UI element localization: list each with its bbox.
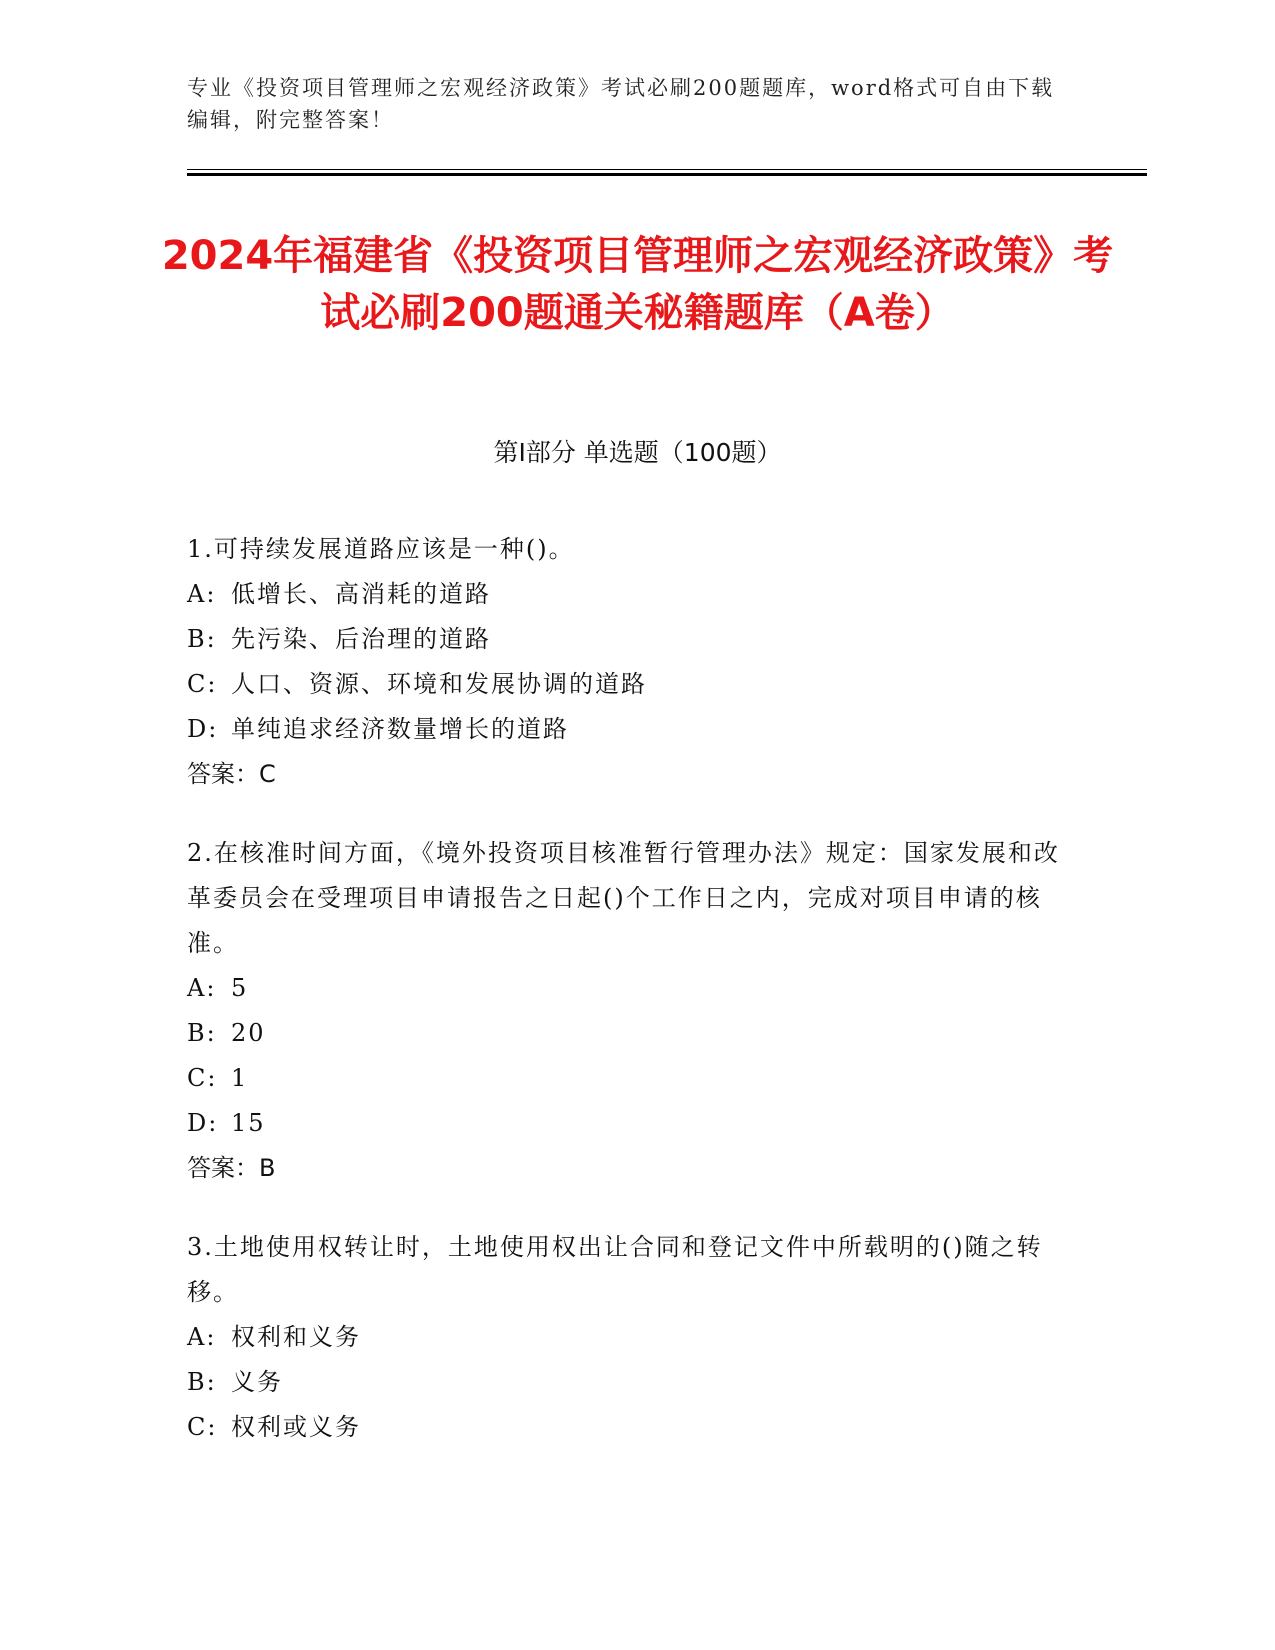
- option-text: 先污染、后治理的道路: [231, 625, 491, 653]
- question-stem: 3.土地使用权转让时，土地使用权出让合同和登记文件中所载明的()随之转移。: [187, 1233, 1043, 1306]
- option-letter: A:: [187, 580, 217, 608]
- option-letter: A:: [187, 1323, 217, 1351]
- question-1: [187, 527, 1067, 797]
- option-text: 20: [231, 1019, 266, 1047]
- option-b: [187, 617, 1067, 662]
- option-c: [187, 1405, 1067, 1450]
- option-letter: A:: [187, 974, 217, 1002]
- answer-line: 答案：C: [187, 760, 276, 788]
- option-text: 人口、资源、环境和发展协调的道路: [231, 670, 647, 698]
- question-2: [187, 831, 1067, 1191]
- option-text: 低增长、高消耗的道路: [231, 580, 491, 608]
- option-letter: C:: [187, 1413, 218, 1441]
- option-text: 单纯追求经济数量增长的道路: [231, 715, 569, 743]
- option-b: [187, 1011, 1067, 1056]
- answer-line: 答案：B: [187, 1154, 276, 1182]
- option-letter: C:: [187, 670, 218, 698]
- option-text: 义务: [231, 1368, 283, 1396]
- option-letter: B:: [187, 1368, 217, 1396]
- option-a: [187, 966, 1067, 1011]
- option-d: [187, 707, 1067, 752]
- option-text: 15: [231, 1109, 266, 1137]
- section-heading: 第I部分 单选题（100题）: [493, 438, 782, 467]
- header-divider-thin: [187, 169, 1147, 170]
- option-letter: D:: [187, 715, 219, 743]
- option-text: 权利或义务: [231, 1413, 361, 1441]
- header-note: 专业《投资项目管理师之宏观经济政策》考试必刷200题题库，word格式可自由下载编辑，附完整答案！: [187, 76, 1055, 132]
- option-d: [187, 1101, 1067, 1146]
- question-3: [187, 1225, 1067, 1450]
- option-a: [187, 572, 1067, 617]
- option-text: 权利和义务: [231, 1323, 361, 1351]
- option-c: [187, 662, 1067, 707]
- option-text: 1: [231, 1064, 249, 1092]
- option-b: [187, 1360, 1067, 1405]
- option-letter: C:: [187, 1064, 218, 1092]
- option-letter: B:: [187, 625, 217, 653]
- question-stem: 1.可持续发展道路应该是一种()。: [187, 535, 575, 563]
- option-text: 5: [231, 974, 249, 1002]
- option-c: [187, 1056, 1067, 1101]
- option-letter: B:: [187, 1019, 217, 1047]
- option-a: [187, 1315, 1067, 1360]
- option-letter: D:: [187, 1109, 219, 1137]
- question-stem: 2.在核准时间方面，《境外投资项目核准暂行管理办法》规定：国家发展和改革委员会在受理项目申请报告之日起()个工作日之内，完成对项目申请的核准。: [187, 839, 1060, 957]
- document-title: 2024年福建省《投资项目管理师之宏观经济政策》考试必刷200题通关秘籍题库（A卷）: [161, 233, 1114, 336]
- question-list: [187, 527, 1067, 1484]
- header-divider-thick: [187, 173, 1147, 176]
